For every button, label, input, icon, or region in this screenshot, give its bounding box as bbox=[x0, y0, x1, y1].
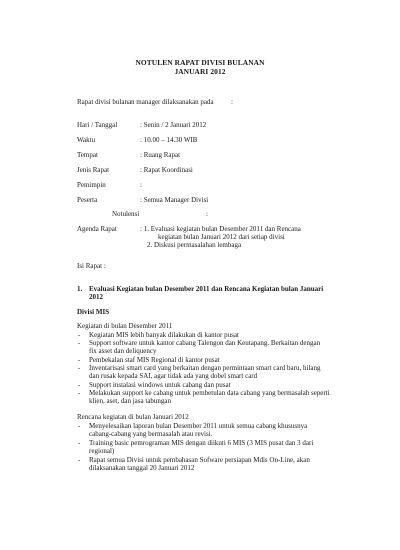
agenda-label: Agenda Rapat bbox=[77, 225, 117, 233]
detail-value-tempat: : Ruang Rapat bbox=[140, 151, 181, 159]
detail-label-tempat: Tempat bbox=[77, 151, 98, 159]
intro-text: Rapat divisi bulanan manager dilaksanakan pada bbox=[77, 98, 214, 106]
agenda-item2: 2. Diskusi permasalahan lembaga bbox=[147, 241, 242, 249]
bullet-dash: - bbox=[78, 364, 81, 372]
januari-item-3-line2: dilaksanakan tanggal 20 Januari 2012 bbox=[89, 464, 195, 472]
divisi-mis-heading: Divisi MIS bbox=[77, 308, 110, 316]
detail-label-pemimpin: Pemimpin bbox=[77, 181, 106, 189]
detail-value-waktu: : 10.00 – 14.30 WIB bbox=[140, 136, 198, 144]
desember-item-5: Support instalasi windows untuk cabang dan pusat bbox=[89, 381, 231, 389]
desember-item-1: Kegiatan MIS lebih banyak dilakukan di kantor pusat bbox=[89, 331, 239, 339]
document-title-line1: NOTULEN RAPAT DIVISI BULANAN bbox=[135, 58, 265, 67]
detail-label-waktu: Waktu bbox=[77, 136, 96, 144]
isi-rapat-label: Isi Rapat : bbox=[77, 262, 106, 270]
agenda-item1-line1: : 1. Evaluasi kegiatan bulan Desember 2011 dan Rencana bbox=[140, 225, 301, 233]
desember-item-2-line2: fix asset dan deliquency bbox=[89, 347, 157, 355]
notulensi-label: Notulensi bbox=[112, 210, 140, 218]
januari-item-1-line2: cabang-cabang yang bermasalah atau revisi. bbox=[89, 430, 213, 438]
desember-item-6-line2: klien, aset, dan jasa tabungan bbox=[89, 397, 172, 405]
detail-value-hari: : Senin / 2 Januari 2012 bbox=[140, 121, 207, 129]
desember-item-4-line2: dan rusak kepada SAI, agar tidak ada yang dobel smart card bbox=[89, 372, 258, 380]
detail-value-peserta: : Semua Manager Divisi bbox=[140, 196, 209, 204]
bullet-dash: - bbox=[78, 381, 81, 389]
bullet-dash: - bbox=[78, 331, 81, 339]
document-title-line2: JANUARI 2012 bbox=[174, 67, 226, 76]
januari-item-1-line1: Menyelesaikan laporan bulan Desember 2011 untuk semua cabang khususnya bbox=[89, 422, 308, 430]
desember-item-6-line1: Melakukan support ke cabang untuk pembetulan data cabang yang bermasalah seperti bbox=[89, 389, 330, 397]
bullet-dash: - bbox=[78, 339, 81, 347]
desember-item-3: Pembekalan staf MIS Regional di kantor pusat bbox=[89, 356, 220, 364]
section1-heading-line2: 2012 bbox=[89, 293, 103, 301]
januari-item-2-line1: Training basic pemrograman MIS dengan diikuti 6 MIS (3 MIS pusat dan 3 dari bbox=[89, 439, 314, 447]
detail-value-jenis: : Rapat Koordinasi bbox=[140, 166, 193, 174]
bullet-dash: - bbox=[78, 456, 81, 464]
agenda-item1-line2: kegiatan bulan Januari 2012 dari setiap divisi bbox=[158, 233, 285, 241]
bullet-dash: - bbox=[78, 422, 81, 430]
detail-label-peserta: Peserta bbox=[77, 196, 98, 204]
detail-label-jenis: Jenis Rapat bbox=[77, 166, 110, 174]
detail-label-hari: Hari / Tanggal bbox=[77, 121, 118, 129]
section1-number: 1. bbox=[77, 285, 83, 293]
intro-colon: : bbox=[231, 98, 233, 106]
section1-heading-line1: Evaluasi Kegiatan bulan Desember 2011 dan Rencana Kegiatan bulan Januari bbox=[89, 285, 324, 293]
desember-heading: Kegiatan di bulan Desember 2011 bbox=[77, 322, 173, 330]
bullet-dash: - bbox=[78, 389, 81, 397]
januari-item-2-line2: regional) bbox=[89, 447, 115, 455]
januari-item-3-line1: Rapat semua Divisi untuk pembahasan Sofware persiapan Mdis On-Line, akan bbox=[89, 456, 310, 464]
bullet-dash: - bbox=[78, 356, 81, 364]
desember-item-2-line1: Support software untuk kantor cabang Talengon dan Keutapang. Berkaitan dengan bbox=[89, 339, 321, 347]
detail-value-pemimpin: : bbox=[140, 181, 142, 189]
januari-heading: Rencana kegiatan di bulan Januari 2012 bbox=[77, 413, 189, 421]
notulensi-colon: : bbox=[206, 210, 208, 218]
desember-item-4-line1: Inventarisasi smart card yang berkaitan dengan permintaan smart card baru, hilang bbox=[89, 364, 321, 372]
bullet-dash: - bbox=[78, 439, 81, 447]
